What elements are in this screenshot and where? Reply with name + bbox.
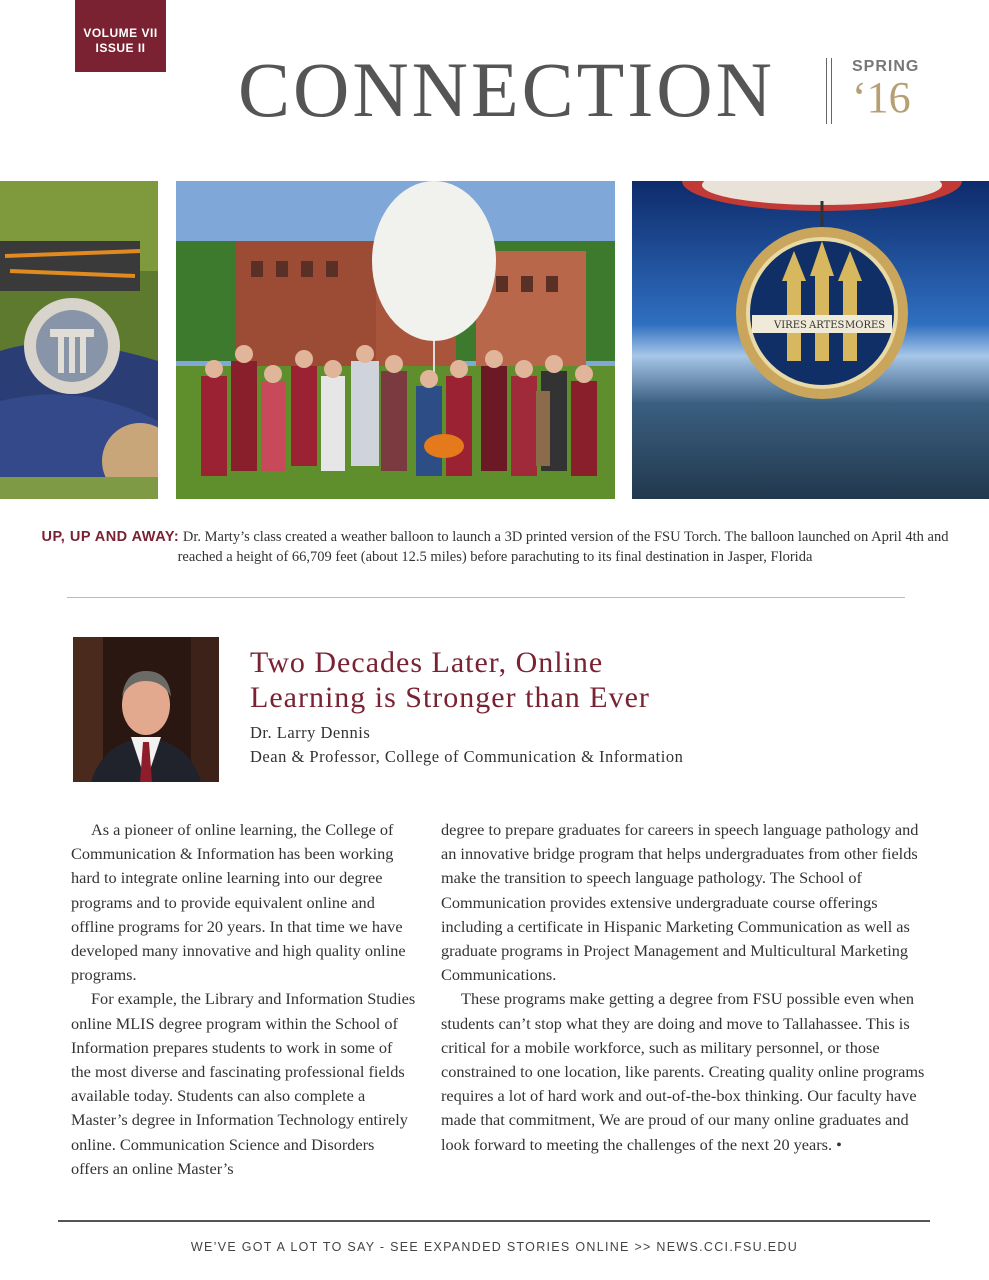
masthead-title: CONNECTION — [238, 46, 775, 133]
masthead-divider — [831, 58, 832, 124]
torch-word-mores: MORES — [845, 320, 886, 331]
paragraph: For example, the Library and Information Studies online MLIS degree program within the School of Information prepares students to work in some of the most diverse and fascinating professional fields available today. Students can also complete a Master’s degree in Information Technology entirely online. Communication Science and Disorders offers an online Master’s — [71, 989, 416, 1178]
article-headline — [250, 645, 870, 715]
footer-rule — [58, 1220, 930, 1222]
caption-lead: UP, UP AND AWAY: — [41, 529, 180, 545]
torch-word-vires: VIRES — [774, 320, 807, 331]
torch-in-stratosphere-photo — [632, 181, 989, 499]
balloon-payload-torch-photo — [0, 181, 158, 499]
author-role: Dean & Professor, College of Communication & Information — [250, 747, 684, 766]
headline-line-2: Learning is Stronger than Ever — [250, 681, 650, 714]
caption-text: Dr. Marty’s class created a weather balloon to launch a 3D printed version of the FSU Torch. The balloon launched on April 4th and reached a height of 66,709 feet (about 12.5 miles) before parachuting to its final destination in Jasper, Florida — [177, 529, 949, 565]
article-column-left — [71, 818, 416, 1181]
issue-label: ISSUE II — [95, 41, 146, 55]
masthead-divider — [826, 58, 827, 124]
photo-caption — [40, 527, 950, 567]
volume-issue-badge — [75, 0, 166, 72]
paragraph: These programs make getting a degree from FSU possible even when students can’t stop what they are doing and move to Tallahassee. This is critical for a mobile workforce, such as military personnel, or those constrained to one location, like parents. Creating quality online programs requires a lot of hard work and out-of-the-box thinking. Our faculty have made that commitment, We are proud of our many online graduates and look forward to meeting the challenges of the next 20 years. • — [441, 989, 925, 1154]
season-label: SPRING — [852, 58, 920, 75]
section-divider — [67, 597, 905, 598]
paragraph: As a pioneer of online learning, the College of Communication & Information has been working hard to integrate online learning into our degree programs and to provide equivalent online and offline programs for 20 years. In that time we have developed many innovative and high quality online programs. — [71, 820, 406, 985]
headline-line-1: Two Decades Later, Online — [250, 646, 604, 679]
year-label: ‘16 — [852, 73, 911, 122]
paragraph: degree to prepare graduates for careers in speech language pathology and an innovative bridge program that helps undergraduates from other fields make the transition to speech language pathology. The School of Communication provides extensive undergraduate course offerings including a certificate in Hispanic Marketing Communication as well as graduate programs in Project Management and Multicultural Marketing Communications. — [441, 820, 919, 985]
byline — [250, 721, 683, 769]
volume-label: VOLUME VII — [83, 26, 158, 40]
class-group-balloon-photo — [176, 181, 615, 499]
author-portrait — [73, 637, 219, 782]
torch-word-artes: ARTES — [809, 320, 845, 331]
author-name: Dr. Larry Dennis — [250, 723, 371, 742]
footer-link[interactable]: WE’VE GOT A LOT TO SAY - SEE EXPANDED STORIES ONLINE >> NEWS.CCI.FSU.EDU — [190, 1240, 799, 1254]
article-column-right — [441, 818, 936, 1157]
